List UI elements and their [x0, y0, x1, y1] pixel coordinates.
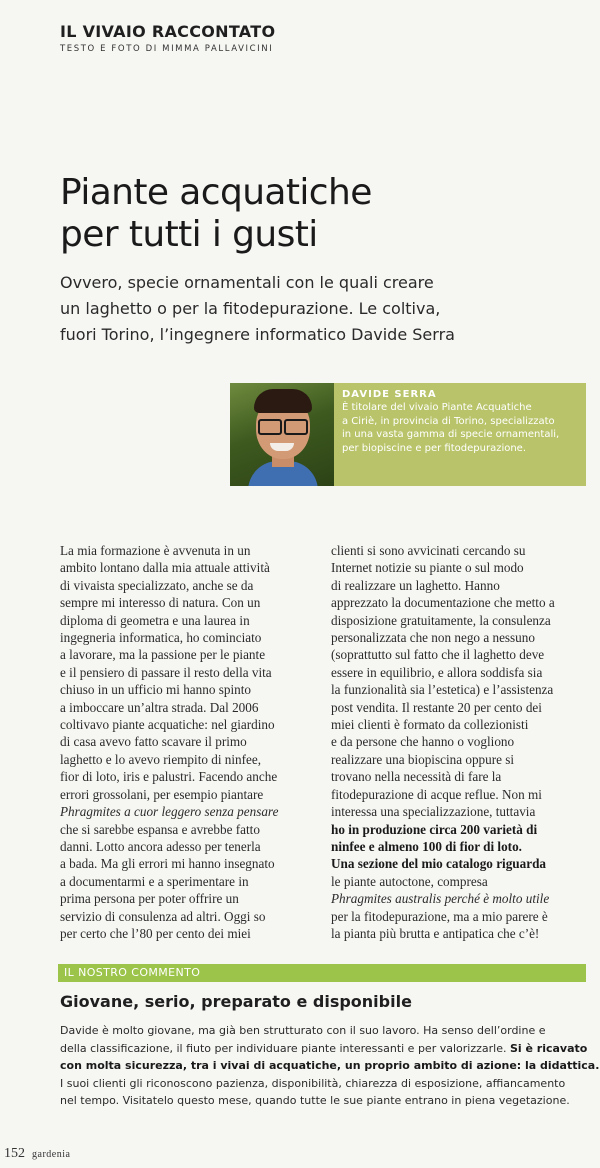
article-subtitle — [60, 270, 520, 348]
comment-title: Giovane, serio, preparato e disponibile — [60, 992, 412, 1011]
page-footer — [4, 1146, 70, 1162]
profile-description — [342, 401, 580, 455]
profile-line: È titolare del vivaio Piante Acquatiche — [342, 402, 532, 413]
body-line: la funzionalità sia l’estetica) e l’assistenza — [331, 682, 554, 698]
body-line: ambito lontano dalla mia attuale attività — [60, 560, 270, 576]
comment-bold-text: con molta sicurezza, tra i vivai di acquatiche, un proprio ambito di azione: la didattica. — [60, 1059, 600, 1072]
comment-line: I suoi clienti gli riconoscono pazienza, disponibilità, chiarezza di esposizione, affiancamento — [60, 1076, 566, 1090]
body-line: chiuso in un ufficio mi hanno spinto — [60, 682, 251, 698]
body-line: laghetto e lo avevo riempito di ninfee, — [60, 751, 262, 767]
comment-section-bar — [58, 964, 586, 982]
subtitle-line: fuori Torino, l’ingegnere informatico Davide Serra — [60, 325, 455, 344]
byline: TESTO E FOTO DI MIMMA PALLAVICINI — [60, 44, 274, 54]
body-line: interessa una specializzazione, tuttavia — [331, 804, 536, 820]
body-line: Phragmites a cuor leggero senza pensare — [60, 804, 279, 820]
body-line: ingegneria informatica, ho cominciato — [60, 630, 262, 646]
profile-text — [342, 389, 580, 455]
portrait-photo — [230, 383, 334, 486]
body-line: Phragmites australis perché è molto utile — [331, 891, 550, 907]
body-line: di realizzare un laghetto. Hanno — [331, 577, 500, 593]
body-line: a lavorare, ma la passione per le piante — [60, 647, 266, 663]
body-line: danni. Lotto ancora adesso per tenerla — [60, 838, 261, 854]
body-line: fior di loto, iris e palustri. Facendo anche — [60, 769, 278, 785]
body-line: miei clienti è formato da collezionisti — [331, 717, 529, 733]
comment-line — [60, 1057, 600, 1075]
body-line: a imboccare un’altra strada. Dal 2006 — [60, 699, 259, 715]
page-number: 152 — [4, 1146, 25, 1161]
section-title: IL VIVAIO RACCONTATO — [60, 22, 276, 41]
title-line: per tutti i gusti — [60, 214, 318, 255]
profile-name: DAVIDE SERRA — [342, 389, 437, 400]
body-line: e il pensiero di passare il resto della vita — [60, 664, 272, 680]
subtitle-line: un laghetto o per la fitodepurazione. Le coltiva, — [60, 299, 441, 318]
body-line: realizzare una biopiscina oppure si — [331, 751, 515, 767]
body-line: e da persone che hanno o vogliono — [331, 734, 515, 750]
body-column-right — [331, 542, 581, 942]
author-profile-box — [230, 383, 586, 486]
article-title — [60, 172, 560, 256]
comment-label: IL NOSTRO COMMENTO — [64, 966, 201, 979]
body-line: di casa avevo fatto scavare il primo — [60, 734, 247, 750]
title-line: Piante acquatiche — [60, 172, 372, 213]
body-line: diploma di geometra e una laurea in — [60, 612, 250, 628]
body-line: essere in equilibrio, e allora soddisfa sia — [331, 664, 543, 680]
body-line: la pianta più brutta e antipatica che c’è! — [331, 925, 540, 941]
profile-line: per biopiscine e per fitodepurazione. — [342, 442, 527, 454]
body-line: fitodepurazione di acque reflue. Non mi — [331, 786, 542, 802]
body-line: sempre mi interesso di natura. Con un — [60, 595, 261, 611]
body-line: (soprattutto sul fatto che il laghetto deve — [331, 647, 545, 663]
comment-bold-text: Si è ricavato — [509, 1041, 588, 1055]
body-line: che si sarebbe espansa e avrebbe fatto — [60, 821, 260, 837]
body-line: apprezzato la documentazione che metto a — [331, 595, 555, 611]
body-line: per la fitodepurazione, ma a mio parere è — [331, 908, 548, 924]
comment-line — [60, 1040, 590, 1058]
body-line: a documentarmi e a sperimentare in — [60, 873, 249, 889]
body-line: Internet notizie su piante o sul modo — [331, 560, 524, 576]
body-line: trovano nella necessità di fare la — [331, 769, 502, 785]
body-line: a bada. Ma gli errori mi hanno insegnato — [60, 856, 275, 872]
body-line: disposizione gratuitamente, la consulenza — [331, 612, 551, 628]
body-line: Una sezione del mio catalogo riguarda — [331, 856, 547, 872]
body-line: servizio di consulenza ad altri. Oggi so — [60, 908, 266, 924]
body-line: prima persona per poter offrire un — [60, 891, 239, 907]
body-line: ninfee e almeno 100 di fior di loto. — [331, 838, 522, 854]
comment-line: nel tempo. Visitatelo questo mese, quando tutte le sue piante entrano in piena vegetazione. — [60, 1094, 570, 1107]
body-line: coltivavo piante acquatiche: nel giardino — [60, 717, 275, 733]
magazine-name: gardenia — [32, 1149, 71, 1160]
body-line: ho in produzione circa 200 varietà di — [331, 821, 538, 837]
body-line: post vendita. Il restante 20 per cento dei — [331, 699, 542, 715]
body-column-left — [60, 542, 310, 942]
profile-line: in una vasta gamma di specie ornamentali, — [342, 429, 560, 440]
body-line: clienti si sono avvicinati cercando su — [331, 543, 526, 558]
body-line: personalizzata che non nego a nessuno — [331, 630, 535, 646]
comment-line-text: della classificazione, il fiuto per individuare piante interessanti e per valorizzarle. — [60, 1041, 507, 1055]
comment-body — [60, 1022, 600, 1110]
body-line: errori grossolani, per esempio piantare — [60, 786, 264, 802]
profile-line: a Ciriè, in provincia di Torino, specializzato — [342, 415, 555, 427]
body-line: le piante autoctone, compresa — [331, 873, 488, 889]
body-line: di vivaista specializzato, anche se da — [60, 577, 254, 593]
subtitle-line: Ovvero, specie ornamentali con le quali creare — [60, 273, 434, 292]
comment-line: Davide è molto giovane, ma già ben strutturato con il suo lavoro. Ha senso dell’ordine e — [60, 1024, 546, 1037]
body-line: per certo che l’80 per cento dei miei — [60, 925, 251, 941]
body-line: La mia formazione è avvenuta in un — [60, 543, 251, 558]
